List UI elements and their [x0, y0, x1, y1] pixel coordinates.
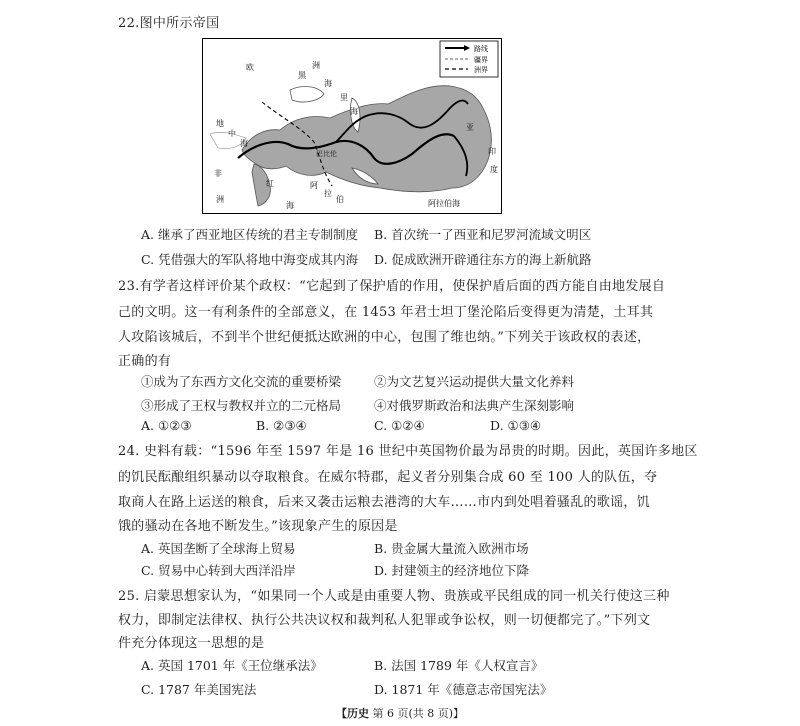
footer-subject: 【历史 [335, 707, 369, 720]
q25-option-d: D. 1871 年《德意志帝国宪法》 [374, 682, 553, 697]
q25-option-a: A. 英国 1701 年《王位继承法》 [141, 658, 323, 673]
legend-border: 疆界 [474, 56, 488, 64]
label-du: 度 [490, 165, 498, 174]
q25-option-b: B. 法国 1789 年《人权宣言》 [374, 658, 544, 673]
q24-line-3: 取商人在路上运送的粮食，后来又袭击运粮去港湾的大车……市内到处唱着骚乱的歌谣，饥 [118, 495, 651, 510]
q23-item-4: ④对俄罗斯政治和法典产生深刻影响 [374, 398, 575, 413]
label-hei: 黑 [298, 71, 306, 80]
q23-option-c: C. ①②④ [374, 418, 425, 433]
map-legend [440, 41, 498, 77]
label-zhou: 洲 [312, 61, 320, 70]
footer-page: 第 6 页(共 8 页)】 [372, 707, 465, 720]
q23-line-4: 正确的有 [118, 354, 172, 369]
q24-option-d: D. 封建领主的经济地位下降 [374, 563, 530, 578]
q22-option-c: C. 凭借强大的军队将地中海变成其内海 [141, 252, 359, 267]
q23-option-b: B. ②③④ [256, 418, 307, 433]
q22-stem: 22.图中所示帝国 [118, 16, 220, 31]
q23-line-3: 人攻陷该城后，不到半个世纪便抵达欧洲的中心，包围了维也纳。”下列关于该政权的表述， [118, 330, 651, 345]
q22-option-b: B. 首次统一了西亚和尼罗河流域文明区 [374, 227, 592, 242]
q25-line-2: 权力，即制定法律权、执行公共决议权和裁判私人犯罪或争讼权，则一切便都完了。”下列文 [118, 613, 651, 628]
q25-line-1: 25. 启蒙思想家认为，“如果同一个人或是由重要人物、贵族或平民组成的同一机关行使这三种 [118, 589, 670, 604]
label-ya: 亚 [466, 123, 474, 132]
label-yin: 印 [488, 147, 496, 156]
label-hai4: 海 [286, 201, 294, 210]
label-a: 阿 [310, 181, 318, 190]
legend-continent: 洲界 [474, 66, 488, 74]
label-di: 地 [216, 119, 224, 128]
label-arabian-sea: 阿拉伯海 [428, 199, 460, 208]
label-la: 拉 [324, 189, 332, 198]
label-ou: 欧 [246, 63, 254, 72]
q24-line-1: 24. 史料有载：“1596 年至 1597 年是 16 世纪中英国物价最为昂贵的时期。因此，英国许多地区 [118, 444, 698, 459]
q24-line-2: 的饥民酝酿组织暴动以夺取粮食。在威尔特郡，起义者分别集合成 60 至 100 人的队伍，夺 [118, 470, 658, 485]
label-hai3: 海 [240, 139, 248, 148]
label-zhong: 中 [228, 129, 236, 138]
q24-option-c: C. 贸易中心转到大西洋沿岸 [141, 563, 296, 578]
page-footer [0, 705, 800, 721]
label-bo: 伯 [336, 195, 344, 204]
q24-line-4: 饿的骚动在各地不断发生。”该现象产生的原因是 [118, 519, 398, 534]
q23-item-3: ③形成了王权与教权并立的二元格局 [141, 398, 342, 413]
q24-option-b: B. 贵金属大量流入欧洲市场 [374, 541, 529, 556]
label-hai: 海 [324, 79, 332, 88]
label-fei: 非 [214, 169, 222, 178]
label-hai2: 海 [350, 107, 358, 116]
q22-option-a: A. 继承了西亚地区传统的君主专制制度 [141, 227, 358, 242]
q23-option-d: D. ①③④ [490, 418, 542, 433]
q25-line-3: 件充分体现这一思想的是 [118, 636, 265, 651]
q24-option-a: A. 英国垄断了全球海上贸易 [141, 541, 296, 556]
label-babylon: 巴比伦 [316, 150, 337, 158]
q25-option-c: C. 1787 年美国宪法 [141, 682, 257, 697]
q23-item-1: ①成为了东西方文化交流的重要桥梁 [141, 374, 342, 389]
label-li: 里 [340, 93, 348, 102]
empire-map [202, 38, 502, 214]
q23-line-2: 己的文明。这一有利条件的全部意义，在 1453 年君士坦丁堡沦陷后变得更为清楚，土耳其 [118, 305, 654, 320]
q23-option-a: A. ①②③ [141, 418, 192, 433]
q22-option-d: D. 促成欧洲开辟通往东方的海上新航路 [374, 252, 592, 267]
q23-item-2: ②为文艺复兴运动提供大量文化养料 [374, 374, 575, 389]
legend-route: 路线 [474, 45, 488, 53]
label-zhou2: 洲 [216, 195, 224, 204]
label-hong: 红 [266, 179, 274, 188]
q23-line-1: 23.有学者这样评价某个政权：“它起到了保护盾的作用，使保护盾后面的西方能自由地发展自 [118, 279, 666, 294]
